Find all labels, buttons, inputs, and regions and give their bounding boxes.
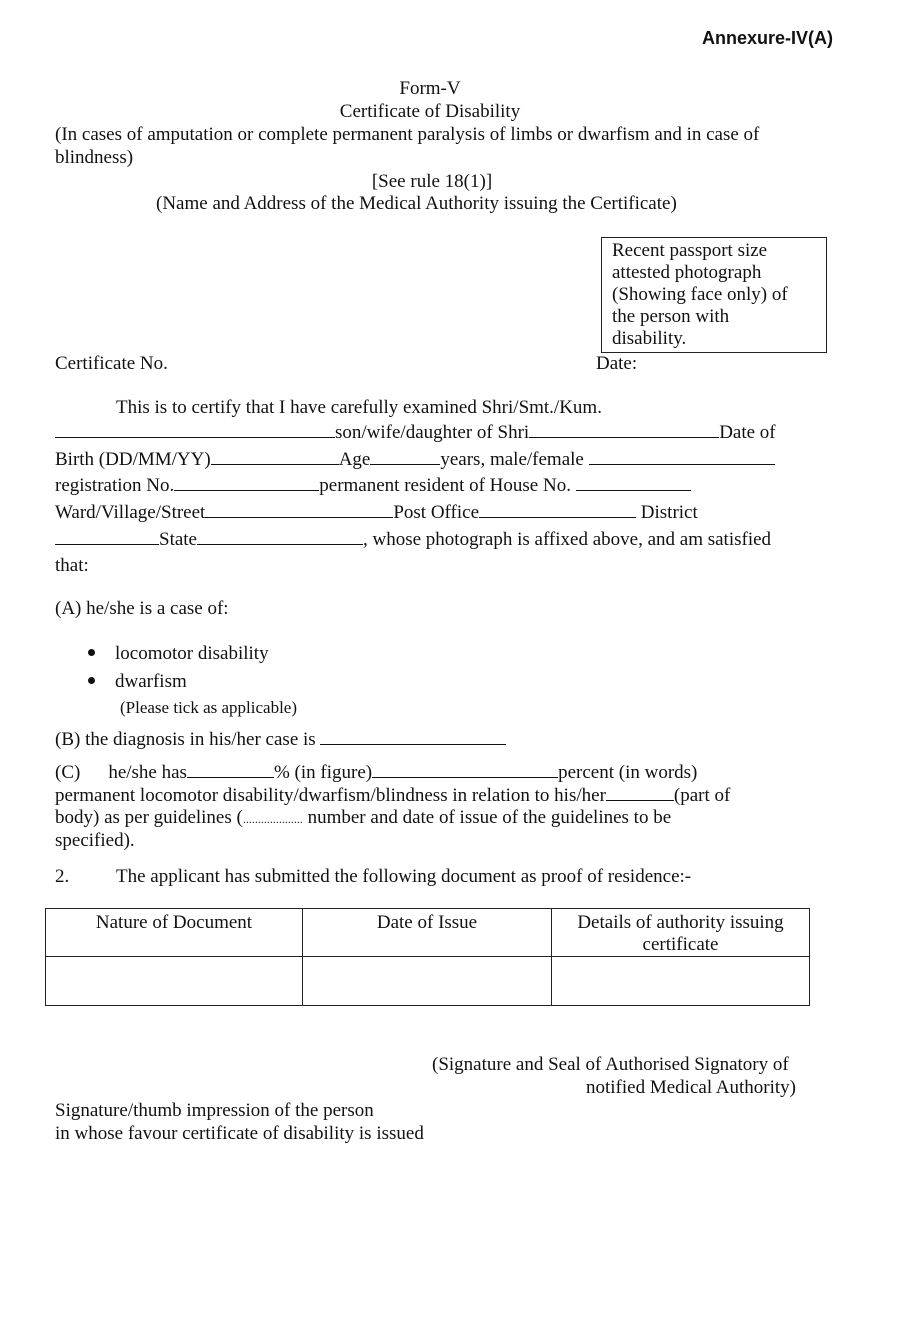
rule-reference: [See rule 18(1)] [371,171,493,192]
birth-label: Birth (DD/MM/YY) [55,449,211,470]
table-cell[interactable] [552,957,810,1006]
section-c-line-4: specified). [55,830,135,851]
column-header-date: Date of Issue [303,909,552,957]
name-blank[interactable] [55,422,335,438]
has-label: he/she has [108,762,187,783]
section-c-label: (C) [55,762,81,783]
annexure-label: Annexure-IV(A) [702,28,834,48]
date-of-label: Date of [719,422,776,443]
section-c-line-1 [55,762,697,784]
certificate-number-label: Certificate No. [55,353,168,374]
list-item-label: locomotor disability [115,643,269,664]
guidelines-text: number and date of issue of the guidelines to be [302,807,672,828]
resident-label: permanent resident of House No. [319,475,571,496]
guidelines-label: body) as per guidelines ( [55,807,243,828]
section-c-line-3 [55,807,671,830]
table-cell[interactable] [303,957,552,1006]
form-title: Certificate of Disability [339,101,521,122]
form-subtitle-line2: blindness) [55,147,134,168]
post-office-label: Post Office [393,502,480,523]
section-b [55,729,506,751]
body-line-3 [55,449,775,471]
list-item-label: dwarfism [115,671,187,692]
section-b-text: (B) the diagnosis in his/her case is [55,729,316,750]
table-row [46,957,810,1006]
applicant-signature-line-1: Signature/thumb impression of the person [55,1100,374,1121]
in-figure-label: % (in figure) [273,762,373,783]
father-name-blank[interactable] [529,422,719,438]
form-number: Form-V [399,78,461,99]
list-item [88,671,187,693]
percent-figure-blank[interactable] [187,762,274,778]
intro-text: This is to certify that I have carefully examined Shri/Smt./Kum. [116,397,602,418]
documents-table [45,908,810,1006]
district-blank[interactable] [55,529,159,545]
date-label: Date: [596,353,638,374]
that-label: that: [55,555,89,576]
registration-label: registration No. [55,475,175,496]
form-subtitle-line1: (In cases of amputation or complete permanent paralysis of limbs or dwarfism and in case of [55,124,760,145]
disability-relation-text: permanent locomotor disability/dwarfism/blindness in relation to his/her [55,785,606,806]
signatory-line-2: notified Medical Authority) [586,1077,797,1098]
table-header-row [46,909,810,957]
photo-box-line: attested photograph [612,262,762,283]
state-label: State [159,529,197,550]
signatory-line-1: (Signature and Seal of Authorised Signatory of [432,1054,789,1075]
photo-box-line: the person with [612,306,730,327]
medical-authority-heading: (Name and Address of the Medical Authority issuing the Certificate) [156,193,677,214]
age-blank[interactable] [370,449,440,465]
dob-blank[interactable] [211,449,339,465]
table-cell[interactable] [46,957,303,1006]
body-part-blank[interactable] [606,785,674,801]
relation-label: son/wife/daughter of Shri [335,422,530,443]
house-number-blank[interactable] [576,475,691,491]
photo-box [601,237,827,353]
district-label: District [640,502,698,523]
list-item [88,643,269,665]
section-a-heading: (A) he/she is a case of: [55,598,229,619]
column-header-nature: Nature of Document [46,909,303,957]
body-line-2 [55,422,776,444]
part-of-label: (part of [673,785,731,806]
bullet-icon [88,677,95,684]
bullet-icon [88,649,95,656]
age-label: Age [338,449,371,470]
years-label: years, male/female [440,449,584,470]
body-line-5 [55,502,698,524]
percent-words-label: percent (in words) [558,762,698,783]
section-2-text: The applicant has submitted the following document as proof of residence:- [116,866,692,887]
applicant-signature-line-2: in whose favour certificate of disability is issued [55,1123,424,1144]
photo-box-line: Recent passport size [612,240,768,261]
section-2-number: 2. [55,866,70,887]
photo-box-line: disability. [612,328,687,349]
gender-blank[interactable] [589,449,775,465]
body-line-4 [55,475,691,497]
section-c-line-2 [55,785,730,807]
ward-blank[interactable] [205,502,393,518]
post-office-blank[interactable] [479,502,636,518]
registration-blank[interactable] [174,475,319,491]
tick-note: (Please tick as applicable) [120,698,298,717]
diagnosis-blank[interactable] [320,729,506,745]
column-header-authority: Details of authority issuing certificate [552,909,810,957]
guidelines-dots: .................... [242,812,303,826]
photo-affixed-text: , whose photograph is affixed above, and am satisfied [363,529,772,550]
body-line-6 [55,529,771,551]
percent-words-blank[interactable] [372,762,558,778]
photo-box-line: (Showing face only) of [612,284,788,305]
state-blank[interactable] [197,529,363,545]
ward-label: Ward/Village/Street [55,502,206,523]
